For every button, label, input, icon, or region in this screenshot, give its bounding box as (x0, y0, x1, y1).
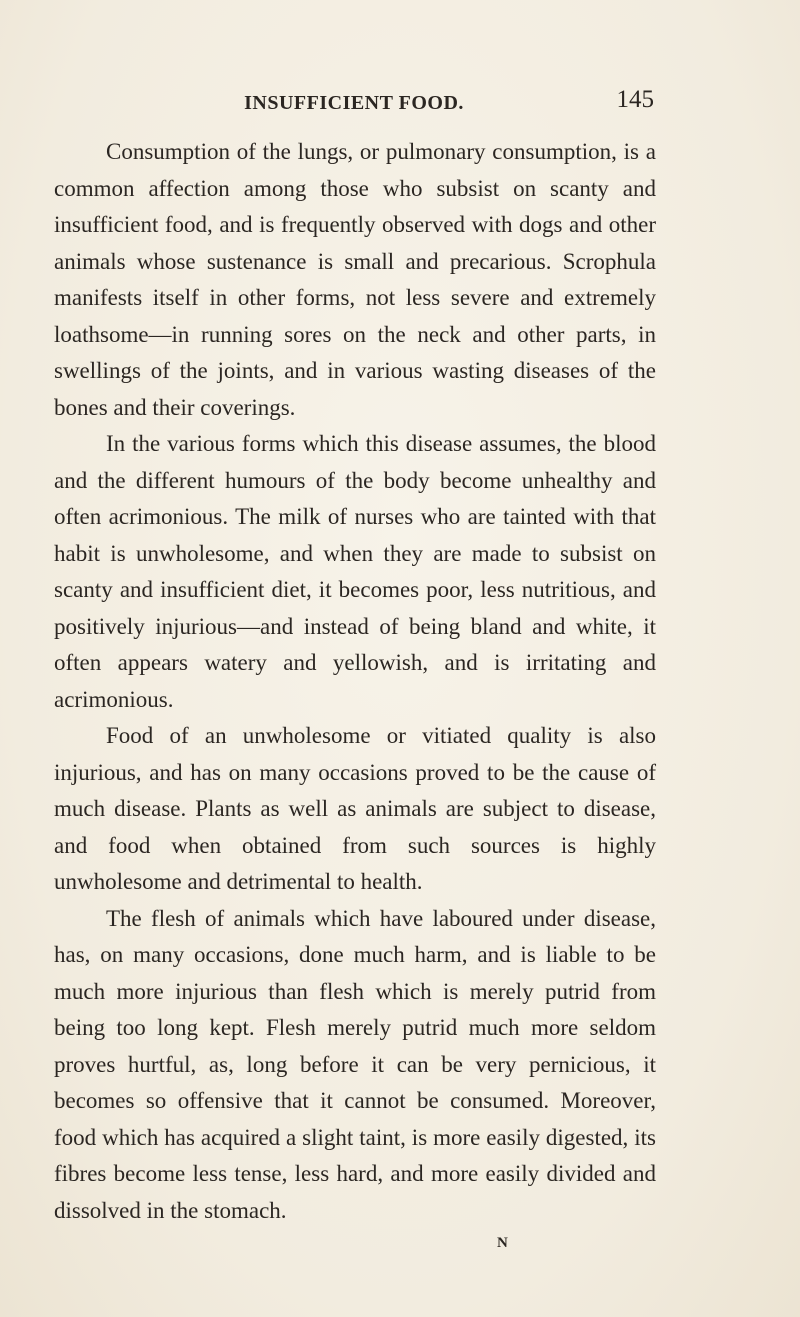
paragraph-diseased-flesh: The flesh of animals which have laboured under disease, has, on many occasions, done much harm, and is liable to be much more injurious than flesh which is merely putrid from being too long kept. Flesh merely putrid much more seldom proves hurtful, as, long before it can be very pernicious, it becomes so offensive that it cannot be consumed. Moreover, food which has acquired a slight taint, is more easily digested, its fibres become less tense, less hard, and more easily divided and dissolved in the stomach. (54, 905, 656, 1223)
paragraph-consumption: Consumption of the lungs, or pulmonary consumption, is a common affection among those who subsist on scanty and insufficient food, and is frequently observed with dogs and other animals whose sustenance is small and precarious. Scrophula manifests itself in other forms, not less severe and extremely loathsome—in running sores on the neck and other parts, in swellings of the joints, and in various wasting diseases of the bones and their coverings. (54, 139, 656, 420)
paragraph-unwholesome-food: Food of an unwholesome or vitiated quality is also injurious, and has on many occasions proved to be the cause of much disease. Plants as well as animals are subject to disease, and food when obtained from such sources is highly unwholesome and detrimental to health. (54, 723, 656, 894)
paragraph-humours: In the various forms which this disease assumes, the blood and the different humours of the body become unhealthy and often acrimonious. The milk of nurses who are tainted with that habit is unwholesome, and when they are made to subsist on scanty and insufficient diet, it becomes poor, less nutritious, and positively injurious—and instead of being bland and white, it often appears watery and yellowish, and is irritating and acrimonious. (54, 431, 656, 712)
body-text (54, 134, 656, 1229)
running-head (54, 86, 654, 116)
running-title: INSUFFICIENT FOOD. (244, 92, 464, 114)
page-number: 145 (616, 86, 654, 113)
signature-mark: N (497, 1235, 509, 1251)
